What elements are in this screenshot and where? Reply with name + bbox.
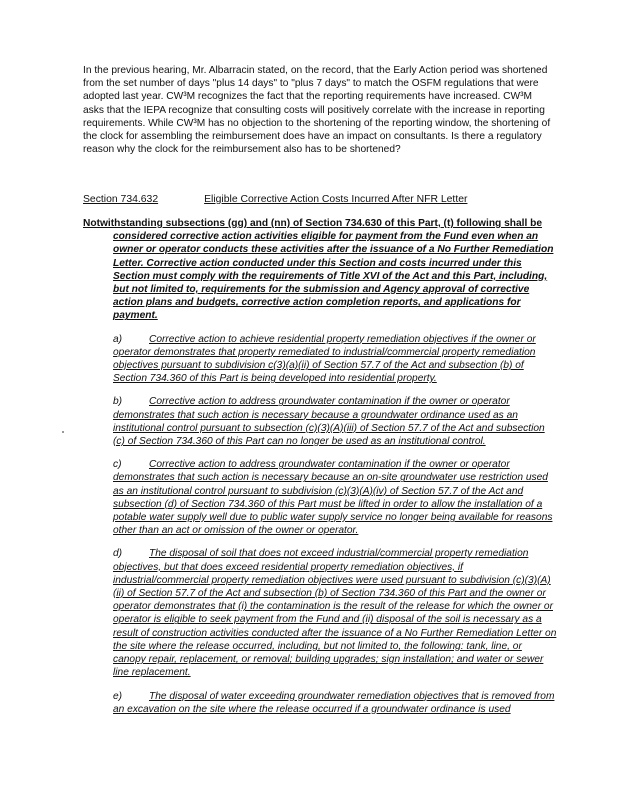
subsection-e (113, 690, 557, 716)
subsection-c (113, 458, 557, 537)
stray-mark (62, 431, 64, 433)
lead-paragraph (83, 217, 557, 323)
subsection-label: c) (113, 459, 122, 471)
section-body (83, 217, 557, 726)
subsection-a (113, 333, 557, 386)
subsection-label: b) (113, 396, 123, 408)
lead-bold-text: Notwithstanding subsections (gg) and (nn) of Section 734.630 of this Part, (t) following shall be (83, 218, 543, 229)
subsection-label: d) (113, 548, 123, 560)
subsection-d (113, 547, 557, 679)
subsection-text: The disposal of soil that does not exceed industrial/commercial property remediation objectives, but that does exceed residential property remediation objectives, if industrial/commercial property remediation objectives were used pursuant to subdivision (c)(3)(A)(ii) of Section 57.7 of the Act and subsection (b) of Section 734.360 of this Part and the owner or operator demonstrates that (i) the contamination is the result of the release for which the owner or operator is eligible to seek payment from the Fund and (ii) disposal of the soil is necessary as a result of construction activities conducted after the issuance of a No Further Remediation Letter on the site where the release occurred, including, but not limited to, the following: tank, line, or canopy repair, replacement, or removal; building upgrades; sign installation; and water or sewer line replacement. (113, 548, 557, 679)
lead-italic-text: considered corrective action activities eligible for payment from the Fund even when an owner or operator conducts these activities after the issuance of a No Further Remediation Letter. Corrective action conducted under this Section and costs incurred under this Section must comply with the requirements of Title XVI of the Act and this Part, including, but not limited to, requirements for the submission and Agency approval of corrective action plans and budgets, corrective action completion reports, and applications for payment. (113, 231, 554, 322)
subsection-label: a) (113, 333, 123, 345)
intro-paragraph: In the previous hearing, Mr. Albarracin stated, on the record, that the Early Action period was shortened from the set number of days "plus 14 days" to "plus 7 days" to match the OSFM regulations that were adopted last year. CW³M recognizes the fact that the reporting requirements have increased. CW³M asks that the IEPA recognize that consulting costs will positively correlate with the increase in reporting requirements. While CW³M has no objection to the shortening of the reporting window, the shortening of the clock for assembling the reimbursement does have an impact on consultants. Is there a regulatory reason why the clock for the reimbursement also has to be shortened? (83, 65, 551, 156)
subsection-b (113, 395, 557, 448)
subsection-label: e) (113, 690, 123, 702)
subsection-text: Corrective action to address groundwater contamination if the owner or operator demonstrates that such action is necessary because an on-site groundwater use restriction used as an institutional control pursuant to subdivision (c)(3)(A)(iv) of Section 57.7 of the Act and subsection (d) of Section 734.360 of this Part must be lifted in order to allow the installation of a potable water supply well due to public water supply service no longer being available for reasons other than an act or omission of the owner or operator. (113, 459, 553, 537)
subsection-text: Corrective action to address groundwater contamination if the owner or operator demonstrates that such action is necessary because a groundwater ordinance used as an institutional control pursuant to subsection (c)(3)(A)(iii) of Section 57.7 of the Act and subsection (c) of Section 734.360 of this Part can no longer be used as an institutional control. (113, 396, 545, 448)
subsection-text: The disposal of water exceeding groundwater remediation objectives that is removed from an excavation on the site where the release occurred if a groundwater ordinance is used (113, 690, 555, 715)
subsection-text: Corrective action to achieve residential property remediation objectives if the owner or operator demonstrates that property remediated to industrial/commercial property remediation objectives pursuant to subdivision c(3)(a)(ii) of Section 57.7 of the Act and subsection (b) of Section 734.360 of this Part is being developed into residential property. (113, 333, 536, 385)
section-title: Eligible Corrective Action Costs Incurred After NFR Letter (204, 194, 468, 205)
section-number: Section 734.632 (83, 194, 159, 205)
section-heading (83, 193, 555, 206)
